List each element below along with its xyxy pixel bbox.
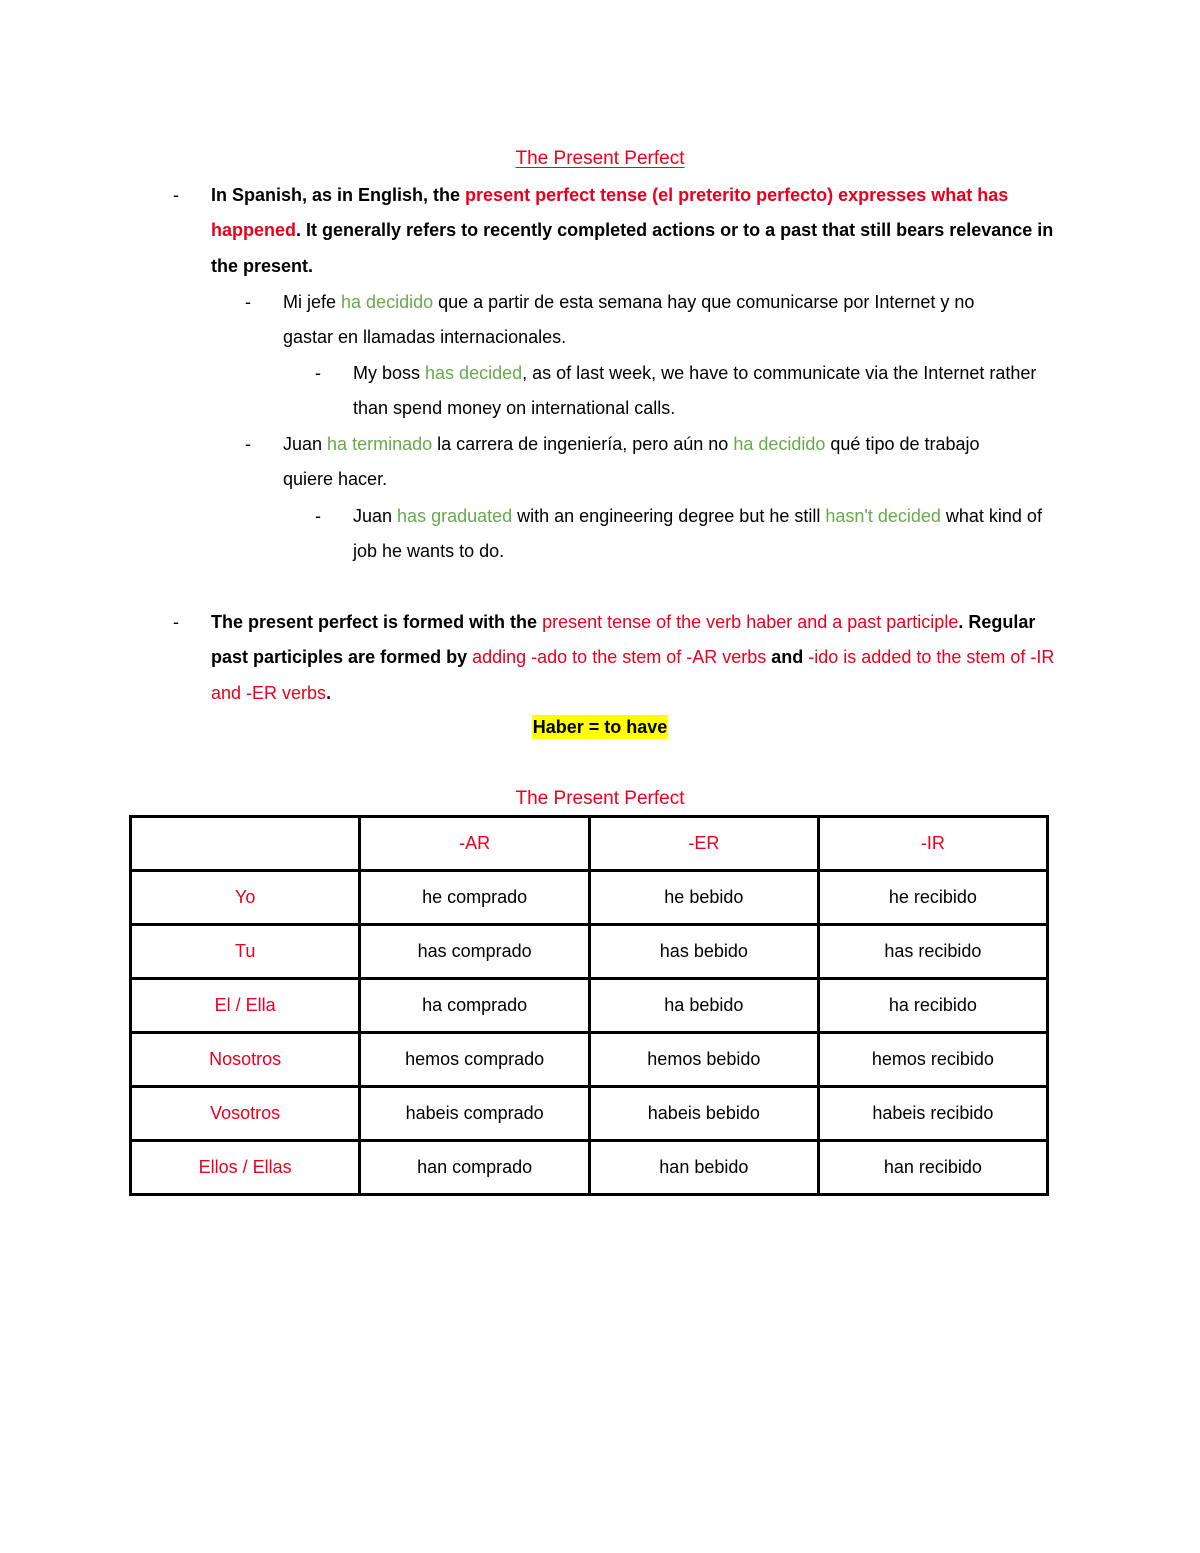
conjugation-cell: has bebido <box>589 925 818 979</box>
example-text: , as of last week, we have to communicate via the Internet rather than spend money on international calls. <box>353 363 1037 419</box>
table-header-row <box>131 817 1048 871</box>
conjugation-cell: ha recibido <box>818 979 1047 1033</box>
table-row <box>131 925 1048 979</box>
conjugation-cell: he bebido <box>589 871 818 925</box>
bullet-dash: - <box>315 506 321 526</box>
intro-highlight: present perfect tense (el preterito perfecto) expresses what has happened <box>211 185 1009 241</box>
conjugation-cell: hemos bebido <box>589 1033 818 1087</box>
table-row <box>131 1033 1048 1087</box>
conjugation-cell: han recibido <box>818 1141 1047 1195</box>
conjugation-cell: ha comprado <box>360 979 590 1033</box>
conjugation-cell: habeis bebido <box>589 1087 818 1141</box>
conjugation-cell: han comprado <box>360 1141 590 1195</box>
bullet-dash: - <box>245 434 251 454</box>
conjugation-cell: habeis recibido <box>818 1087 1047 1141</box>
pronoun-cell: Ellos / Ellas <box>131 1141 360 1195</box>
conjugation-table <box>129 815 1049 1196</box>
example-text: que a partir de esta semana hay que comunicarse por Internet y no gastar en llamadas internacionales. <box>283 292 975 348</box>
formation-highlight: adding -ado to the stem of -AR verbs <box>472 647 767 668</box>
conjugation-cell: hemos recibido <box>818 1033 1047 1087</box>
table-row <box>131 1087 1048 1141</box>
intro-bullet <box>173 178 1061 284</box>
table-row <box>131 979 1048 1033</box>
formation-highlight: -ido is added to the stem of -IR and -ER verbs <box>211 647 1055 703</box>
pronoun-cell: Yo <box>131 871 360 925</box>
example-english-1 <box>315 356 1058 427</box>
formation-text: and <box>766 647 809 668</box>
example-text: Juan <box>283 434 328 454</box>
haber-note: Haber = to have <box>532 717 668 737</box>
example-text: what kind of job he wants to do. <box>353 506 1042 562</box>
conjugation-cell: has comprado <box>360 925 590 979</box>
table-row <box>131 871 1048 925</box>
bullet-dash: - <box>245 292 251 312</box>
bullet-dash: - <box>173 185 179 205</box>
header-cell-er: -ER <box>589 817 818 871</box>
conjugation-cell: he comprado <box>360 871 590 925</box>
pronoun-cell: El / Ella <box>131 979 360 1033</box>
haber-note-line <box>0 717 1200 738</box>
formation-text: The present perfect is formed with the <box>211 612 543 632</box>
conjugation-cell: he recibido <box>818 871 1047 925</box>
table-row <box>131 1141 1048 1195</box>
conjugation-cell: han bebido <box>589 1141 818 1195</box>
header-cell-ir: -IR <box>818 817 1047 871</box>
formation-highlight: present tense of the verb haber and a past participle <box>542 612 959 632</box>
pronoun-cell: Tu <box>131 925 360 979</box>
example-spanish-2 <box>245 427 1023 498</box>
example-text: qué tipo de trabajo quiere hacer. <box>283 434 980 490</box>
bullet-dash: - <box>315 363 321 383</box>
example-verb: ha terminado <box>327 434 433 454</box>
example-text: My boss <box>353 363 426 383</box>
example-verb: ha decidido <box>341 292 434 312</box>
table-title: The Present Perfect <box>515 788 685 809</box>
document-title: The Present Perfect <box>515 148 685 169</box>
conjugation-cell: hemos comprado <box>360 1033 590 1087</box>
conjugation-cell: habeis comprado <box>360 1087 590 1141</box>
example-text: Mi jefe <box>283 292 342 312</box>
conjugation-cell: has recibido <box>818 925 1047 979</box>
example-text: la carrera de ingeniería, pero aún no <box>432 434 734 454</box>
example-english-2 <box>315 499 1058 570</box>
formation-text: . Regular past participles are formed by <box>211 612 1036 668</box>
example-verb: has decided <box>425 363 523 383</box>
bullet-dash: - <box>173 612 179 632</box>
intro-text-2: . It generally refers to recently completed actions or to a past that still bears relevance in the present. <box>211 220 1054 276</box>
header-cell-ar: -AR <box>360 817 590 871</box>
pronoun-cell: Nosotros <box>131 1033 360 1087</box>
example-text: with an engineering degree but he still <box>512 506 826 526</box>
example-text: Juan <box>353 506 398 526</box>
example-verb: has graduated <box>397 506 513 526</box>
formation-text: . <box>326 682 332 703</box>
example-verb: ha decidido <box>733 434 826 454</box>
pronoun-cell: Vosotros <box>131 1087 360 1141</box>
formation-bullet <box>173 605 1061 711</box>
header-cell-empty <box>131 817 360 871</box>
example-verb: hasn't decided <box>825 506 941 526</box>
intro-text-1: In Spanish, as in English, the <box>211 185 466 205</box>
conjugation-cell: ha bebido <box>589 979 818 1033</box>
example-spanish-1 <box>245 285 1023 356</box>
